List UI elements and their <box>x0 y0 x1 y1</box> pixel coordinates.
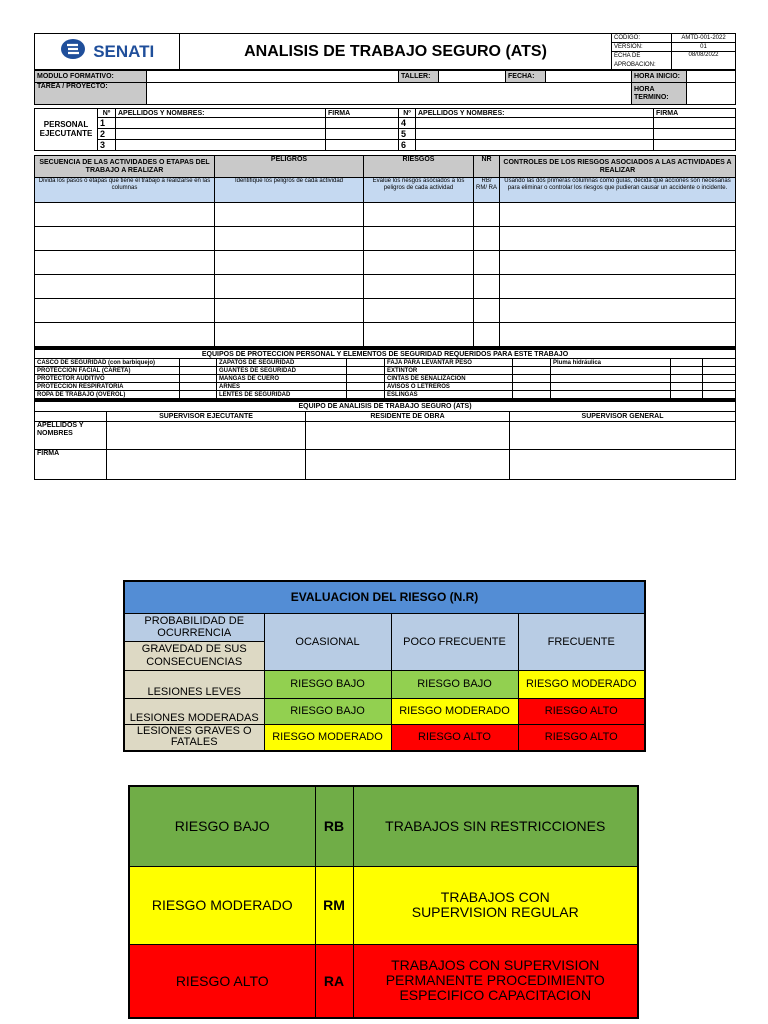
control-field[interactable] <box>500 323 736 347</box>
modulo-label: MODULO FORMATIVO: <box>35 71 147 83</box>
taller-field[interactable] <box>439 71 506 83</box>
page-title: ANALISIS DE TRABAJO SEGURO (ATS) <box>180 34 612 70</box>
row-number: 5 <box>399 129 416 140</box>
control-field[interactable] <box>500 275 736 299</box>
epp-check[interactable] <box>513 367 551 375</box>
signature-field[interactable] <box>654 140 736 151</box>
name-field[interactable] <box>416 129 654 140</box>
epp-item: CINTAS DE SENALIZACION <box>385 375 513 383</box>
epp-check[interactable] <box>703 391 736 399</box>
riesgo-field[interactable] <box>364 227 474 251</box>
name-field[interactable] <box>116 129 326 140</box>
row-number: 4 <box>399 118 416 129</box>
hora-termino-field[interactable] <box>687 83 736 105</box>
severity-label: GRAVEDAD DE SUS CONSECUENCIAS <box>124 641 264 670</box>
risk-cell-bajo: RIESGO BAJO <box>391 670 518 698</box>
epp-check[interactable] <box>671 367 703 375</box>
epp-check[interactable] <box>703 383 736 391</box>
hora-termino-line: TERMINO: <box>634 93 669 101</box>
epp-item: CASCO DE SEGURIDAD (con barbiquejo) <box>35 359 180 367</box>
epp-item: FAJA PARA LEVANTAR PESO <box>385 359 513 367</box>
legend-action: TRABAJOS SIN RESTRICCIONES <box>353 786 638 866</box>
fecha-label: FECHA: <box>506 71 546 83</box>
epp-check[interactable] <box>671 383 703 391</box>
epp-item: MANGAS DE CUERO <box>217 375 347 383</box>
activity-field[interactable] <box>35 323 215 347</box>
epp-check[interactable] <box>703 375 736 383</box>
epp-item: PROTECTOR AUDITIVO <box>35 375 180 383</box>
risk-cell-alto: RIESGO ALTO <box>518 724 645 751</box>
ats-form <box>34 33 735 480</box>
control-field[interactable] <box>500 203 736 227</box>
legend-action: TRABAJOS CON SUPERVISION REGULAR <box>353 866 638 944</box>
legend-name: RIESGO BAJO <box>129 786 315 866</box>
peligro-field[interactable] <box>215 203 364 227</box>
role-header: RESIDENTE DE OBRA <box>306 412 510 422</box>
row-label: LESIONES GRAVES O FATALES <box>124 724 264 751</box>
risk-legend <box>128 785 639 1019</box>
epp-item: PROTECCION FACIAL (CARETA) <box>35 367 180 375</box>
nr-field[interactable] <box>474 203 500 227</box>
epp-check[interactable] <box>347 375 385 383</box>
legend-action: TRABAJOS CON SUPERVISION PERMANENTE PROCEDIMIENTO ESPECIFICO CAPACITACION <box>353 944 638 1018</box>
risk-cell-alto: RIESGO ALTO <box>391 724 518 751</box>
peligro-field[interactable] <box>215 251 364 275</box>
name-field[interactable] <box>306 422 510 450</box>
activity-row <box>35 203 736 227</box>
activity-field[interactable] <box>35 299 215 323</box>
risk-cell-bajo: RIESGO BAJO <box>264 698 391 724</box>
epp-item[interactable] <box>551 391 671 399</box>
riesgos-header: RIESGOS <box>364 156 474 178</box>
peligro-field[interactable] <box>215 323 364 347</box>
epp-item: LENTES DE SEGURIDAD <box>217 391 347 399</box>
epp-check[interactable] <box>347 367 385 375</box>
brand-name: SENATI <box>93 41 155 61</box>
activities-table <box>34 155 736 347</box>
epp-item: Pluma hidráulica <box>551 359 671 367</box>
name-field[interactable] <box>116 140 326 151</box>
riesgo-field[interactable] <box>364 275 474 299</box>
activity-row <box>35 251 736 275</box>
row-number: 1 <box>98 118 116 129</box>
epp-check[interactable] <box>180 383 217 391</box>
nr-hint: RB/ RM/ RA <box>474 178 500 203</box>
legend-name: RIESGO ALTO <box>129 944 315 1018</box>
row-number: 2 <box>98 129 116 140</box>
epp-check[interactable] <box>180 391 217 399</box>
row-label: LESIONES LEVES <box>124 670 264 698</box>
risk-cell-moderado: RIESGO MODERADO <box>518 670 645 698</box>
risk-cell-moderado: RIESGO MODERADO <box>391 698 518 724</box>
activity-field[interactable] <box>35 203 215 227</box>
peligro-field[interactable] <box>215 227 364 251</box>
meta-label: APROBACIÓN: <box>612 61 672 70</box>
riesgo-field[interactable] <box>364 251 474 275</box>
control-field[interactable] <box>500 251 736 275</box>
nr-field[interactable] <box>474 251 500 275</box>
name-field[interactable] <box>416 118 654 129</box>
team-title: EQUIPO DE ANALISIS DE TRABAJO SEGURO (ATS) <box>35 401 736 412</box>
risk-cell-moderado: RIESGO MODERADO <box>264 724 391 751</box>
senati-logo-icon <box>60 38 86 65</box>
taller-label: TALLER: <box>399 71 439 83</box>
activity-field[interactable] <box>35 251 215 275</box>
hora-inicio-label: HORA INICIO: <box>632 71 687 83</box>
epp-check[interactable] <box>513 375 551 383</box>
epp-item[interactable] <box>551 383 671 391</box>
col-poco-frecuente: POCO FRECUENTE <box>391 613 518 670</box>
info-table <box>34 70 736 105</box>
probability-label: PROBABILIDAD DE OCURRENCIA <box>124 613 264 641</box>
hora-inicio-field[interactable] <box>687 71 736 83</box>
row-number: 3 <box>98 140 116 151</box>
epp-check[interactable] <box>513 383 551 391</box>
legend-code: RB <box>315 786 353 866</box>
epp-item: AVISOS O LETREROS <box>385 383 513 391</box>
signature-field[interactable] <box>326 118 399 129</box>
row-number: 6 <box>399 140 416 151</box>
epp-check[interactable] <box>703 359 736 367</box>
risk-evaluation-matrix <box>123 580 646 752</box>
epp-check[interactable] <box>671 391 703 399</box>
epp-check[interactable] <box>703 367 736 375</box>
peligros-hint: Identifique los peligros de cada actividad <box>215 178 364 203</box>
name-field[interactable] <box>116 118 326 129</box>
personal-table <box>34 108 736 151</box>
meta-label: VERSIÓN: <box>612 43 672 52</box>
hora-termino-label <box>632 83 687 105</box>
peligro-field[interactable] <box>215 275 364 299</box>
team-corner <box>35 412 107 422</box>
epp-check[interactable] <box>180 375 217 383</box>
activity-row <box>35 227 736 251</box>
firma-row-label: FIRMA <box>35 450 107 480</box>
epp-item[interactable] <box>551 367 671 375</box>
signature-field[interactable] <box>306 450 510 480</box>
name-field[interactable] <box>107 422 306 450</box>
activity-field[interactable] <box>35 275 215 299</box>
signature-field[interactable] <box>326 129 399 140</box>
personal-label: PERSONAL EJECUTANTE <box>35 109 98 151</box>
controles-header: CONTROLES DE LOS RIESGOS ASOCIADOS A LAS ACTIVIDADES A REALIZAR <box>500 156 736 178</box>
epp-check[interactable] <box>180 367 217 375</box>
nr-field[interactable] <box>474 323 500 347</box>
col-names-header: APELLIDOS Y NOMBRES: <box>116 109 326 118</box>
epp-item: ESLINGAS <box>385 391 513 399</box>
epp-item: ROPA DE TRABAJO (OVEROL) <box>35 391 180 399</box>
tarea-label: TAREA / PROYECTO: <box>35 83 147 105</box>
role-header: SUPERVISOR EJECUTANTE <box>107 412 306 422</box>
team-table <box>34 399 736 480</box>
epp-check[interactable] <box>347 383 385 391</box>
nr-field[interactable] <box>474 299 500 323</box>
meta-value: AMTD-001-2022 <box>672 34 736 43</box>
nr-field[interactable] <box>474 275 500 299</box>
col-num-header: Nº <box>98 109 116 118</box>
activity-field[interactable] <box>35 227 215 251</box>
activity-row <box>35 275 736 299</box>
meta-label: ECHA DE <box>612 52 672 61</box>
risk-cell-bajo: RIESGO BAJO <box>264 670 391 698</box>
signature-field[interactable] <box>654 129 736 140</box>
signature-field[interactable] <box>326 140 399 151</box>
row-label: LESIONES MODERADAS <box>124 698 264 724</box>
control-field[interactable] <box>500 227 736 251</box>
riesgo-field[interactable] <box>364 323 474 347</box>
riesgo-field[interactable] <box>364 299 474 323</box>
epp-item: ZAPATOS DE SEGURIDAD <box>217 359 347 367</box>
col-firma-header: FIRMA <box>654 109 736 118</box>
meta-value: 01 <box>672 43 736 52</box>
legend-code: RM <box>315 866 353 944</box>
activity-row <box>35 299 736 323</box>
activities-hint: Divida los pasos o etapas que tiene el trabajo a realizarse en las columnas <box>35 178 215 203</box>
epp-check[interactable] <box>671 359 703 367</box>
col-names-header: APELLIDOS Y NOMBRES: <box>416 109 654 118</box>
meta-value: 08/08/2022 <box>672 52 736 70</box>
col-ocasional: OCASIONAL <box>264 613 391 670</box>
name-field[interactable] <box>416 140 654 151</box>
epp-title: EQUIPOS DE PROTECCION PERSONAL Y ELEMENTOS DE SEGURIDAD REQUERIDOS PARA ESTE TRABAJO <box>35 349 736 359</box>
riesgos-hint: Evalúe los riesgos asociados a los peligros de cada actividad <box>364 178 474 203</box>
evaluation-title: EVALUACION DEL RIESGO (N.R) <box>124 581 645 613</box>
col-frecuente: FRECUENTE <box>518 613 645 670</box>
name-field[interactable] <box>510 422 736 450</box>
epp-check[interactable] <box>347 359 385 367</box>
activity-row <box>35 323 736 347</box>
control-field[interactable] <box>500 299 736 323</box>
tarea-field[interactable] <box>147 83 632 105</box>
signature-field[interactable] <box>510 450 736 480</box>
nr-field[interactable] <box>474 227 500 251</box>
role-header: SUPERVISOR GENERAL <box>510 412 736 422</box>
epp-check[interactable] <box>513 359 551 367</box>
col-num-header: Nº <box>399 109 416 118</box>
epp-table <box>34 347 736 399</box>
modulo-field[interactable] <box>147 71 399 83</box>
peligros-header: PELIGROS <box>215 156 364 178</box>
meta-label: CODIGO: <box>612 34 672 43</box>
epp-item[interactable] <box>551 375 671 383</box>
riesgo-field[interactable] <box>364 203 474 227</box>
epp-item: ARNES <box>217 383 347 391</box>
epp-item: EXTINTOR <box>385 367 513 375</box>
risk-cell-alto: RIESGO ALTO <box>518 698 645 724</box>
activities-header: SECUENCIA DE LAS ACTIVIDADES O ETAPAS DEL TRABAJO A REALIZAR <box>35 156 215 178</box>
peligro-field[interactable] <box>215 299 364 323</box>
epp-item: PROTECCION RESPIRATORIA <box>35 383 180 391</box>
nr-header: NR <box>474 156 500 178</box>
controles-hint: Usando las dos primeras columnas como guías, decida qué acciones son necesarias para eliminar o controlar los riesgos que pudieran causar un accidente o incidente. <box>500 178 736 203</box>
epp-check[interactable] <box>347 391 385 399</box>
epp-check[interactable] <box>513 391 551 399</box>
signature-field[interactable] <box>107 450 306 480</box>
epp-check[interactable] <box>180 359 217 367</box>
legend-name: RIESGO MODERADO <box>129 866 315 944</box>
names-row-label: APELLIDOS Y NOMBRES <box>35 422 107 450</box>
hora-termino-line: HORA <box>634 85 655 93</box>
fecha-field[interactable] <box>546 71 632 83</box>
col-firma-header: FIRMA <box>326 109 399 118</box>
epp-item: GUANTES DE SEGURIDAD <box>217 367 347 375</box>
logo-cell <box>35 34 180 70</box>
epp-check[interactable] <box>671 375 703 383</box>
legend-code: RA <box>315 944 353 1018</box>
form-header <box>34 33 736 70</box>
signature-field[interactable] <box>654 118 736 129</box>
